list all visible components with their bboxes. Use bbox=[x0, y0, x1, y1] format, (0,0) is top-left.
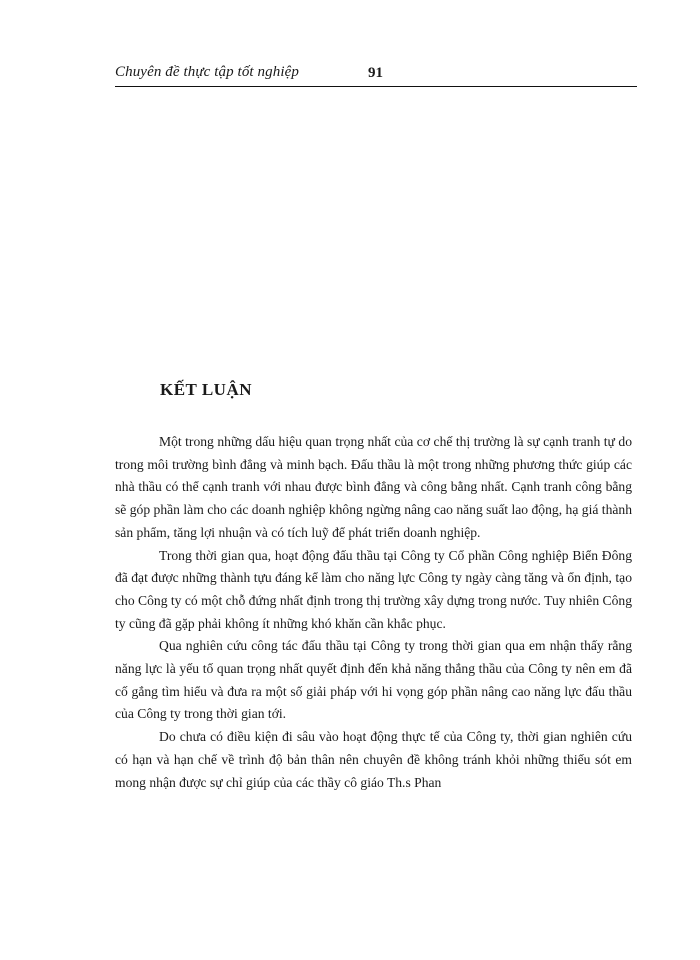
paragraph: Một trong những dấu hiệu quan trọng nhất của cơ chế thị trường là sự cạnh tranh tự do trong môi trường bình đẳng và minh bạch. Đấu thầu là một trong những phương thức giúp các nhà thầu có thể cạnh tranh với nhau được bình đẳng và công bằng nhất. Cạnh tranh công bằng sẽ góp phần làm cho các doanh nghiệp không ngừng nâng cao năng suất lao động, hạ giá thành sản phẩm, tăng lợi nhuận và có tích luỹ để phát triển doanh nghiệp. bbox=[115, 434, 632, 540]
header-divider bbox=[115, 86, 637, 87]
body-text bbox=[115, 431, 632, 794]
paragraph: Qua nghiên cứu công tác đấu thầu tại Công ty trong thời gian qua em nhận thấy rằng năng lực là yếu tố quan trọng nhất quyết định đến khả năng thắng thầu của Công ty nên em đã cố gắng tìm hiểu và đưa ra một số giải pháp với hi vọng góp phần nâng cao năng lực đấu thầu của Công ty trong thời gian tới. bbox=[115, 638, 632, 722]
paragraph: Do chưa có điều kiện đi sâu vào hoạt động thực tế của Công ty, thời gian nghiên cứu có hạn và hạn chế về trình độ bản thân nên chuyên đề không tránh khỏi những thiếu sót em mong nhận được sự chỉ giúp của các thầy cô giáo Th.s Phan bbox=[115, 729, 632, 790]
section-heading: KẾT LUẬN bbox=[160, 380, 253, 399]
page-number: 91 bbox=[368, 65, 383, 81]
paragraph: Trong thời gian qua, hoạt động đấu thầu tại Công ty Cổ phần Công nghiệp Biển Đông đã đạt được những thành tựu đáng kể làm cho năng lực Công ty ngày càng tăng và ổn định, tạo cho Công ty có một chỗ đứng nhất định trong thị trường xây dựng trong nước. Tuy nhiên Công ty cũng đã gặp phải không ít những khó khăn cần khắc phục. bbox=[115, 547, 632, 631]
header-title: Chuyên đề thực tập tốt nghiệp bbox=[115, 64, 299, 80]
page-header bbox=[115, 64, 637, 88]
